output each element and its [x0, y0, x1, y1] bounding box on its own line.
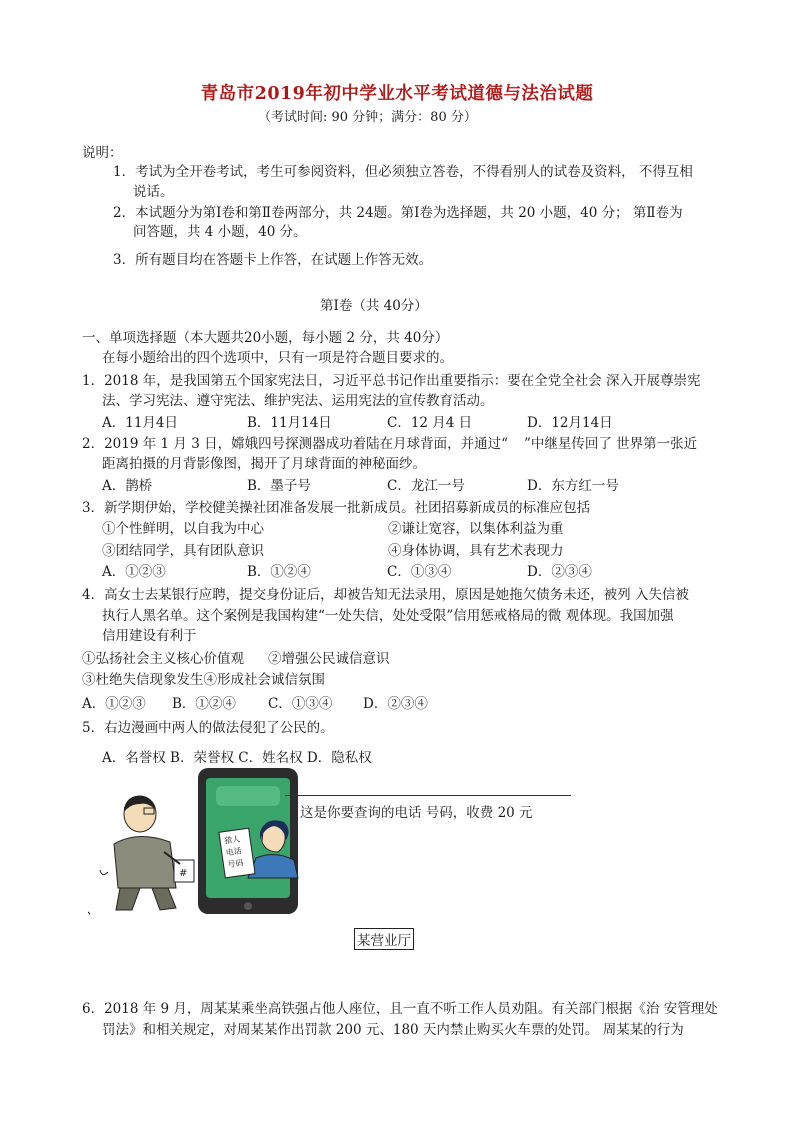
q3-option-b: B．①②④ [247, 564, 311, 580]
q4-option-a: A．①②③ [82, 696, 146, 712]
part-heading: 一、单项选择题（本大题共20小题，每小题 2 分，共 40分） [82, 330, 449, 346]
svg-text:#: # [179, 868, 188, 879]
section-title: 第Ⅰ卷（共 40分） [320, 298, 428, 314]
cartoon-illustration [88, 760, 350, 918]
q3-option-a: A．①②③ [102, 564, 166, 580]
q4-stem-line-3: 信用建设有利于 [102, 628, 197, 644]
q1-option-b: B．11月14日 [247, 415, 332, 431]
cartoon-place-label: 某营业厅 [354, 928, 414, 950]
q3-option-d: D．②③④ [527, 564, 592, 580]
q2-stem-line-2: 距离拍摄的月背影像图，揭开了月球背面的神秘面纱。 [102, 456, 426, 472]
q4-stem-line-2: 执行人黑名单。这个案例是我国构建“一处失信，处处受限”信用惩戒格局的微 观体现。我国加强 [102, 608, 674, 624]
q5-stem: 5．右边漫画中两人的做法侵犯了公民的。 [82, 720, 334, 736]
q3-statement-2: ②谦让宽容，以集体利益为重 [388, 521, 564, 537]
instruction-1-line-1: 1．考试为全开卷考试，考生可参阅资料，但必须独立答卷，不得看别人的试卷及资料， 不得互相 [113, 164, 693, 180]
instructions-heading: 说明： [82, 145, 123, 161]
q4-stem-line-1: 4．高女士去某银行应聘，提交身份证后，却被告知无法录用，原因是她拖欠债务未还，被列 入失信被 [82, 587, 689, 603]
cartoon-caption: 这是你要查询的电话 号码，收费 20 元 [300, 805, 533, 821]
q3-stem: 3．新学期伊始，学校健美操社团准备发展一批新成员。社团招募新成员的标准应包括 [82, 500, 591, 516]
q3-statement-4: ④身体协调，具有艺术表现力 [388, 543, 564, 559]
instruction-1-line-2: 说话。 [133, 184, 174, 200]
caption-underline [285, 795, 571, 796]
q4-statement-3-4: ③杜绝失信现象发生④形成社会诚信氛围 [82, 672, 325, 688]
q1-option-a: A．11月4日 [102, 415, 179, 431]
q4-option-d: D．②③④ [363, 696, 428, 712]
q2-stem-start: 2．2019 年 1 月 3 日，嫦娥四号探测器成功着陆在月球背面，并通过“ [82, 436, 508, 452]
q4-option-c: C．①③④ [268, 696, 333, 712]
q4-option-b: B．①②④ [172, 696, 236, 712]
q5-options: A．名誉权 B．荣誉权 C．姓名权 D．隐私权 [102, 750, 372, 766]
q6-stem-line-1: 6．2018 年 9 月，周某某乘坐高铁强占他人座位，且一直不听工作人员劝阻。有关部门根据《治 安管理处 [82, 1001, 718, 1017]
instruction-2-line-1: 2．本试题分为第Ⅰ卷和第Ⅱ卷两部分，共 24题。第Ⅰ卷为选择题，共 20 小题，40 分； 第Ⅱ卷为 [113, 205, 683, 221]
instruction-2-line-2: 问答题，共 4 小题，40 分。 [133, 224, 307, 240]
part-note: 在每小题给出的四个选项中，只有一项是符合题目要求的。 [102, 350, 453, 366]
svg-text:电话: 电话 [225, 846, 243, 858]
q6-stem-line-2: 罚法》和相关规定，对周某某作出罚款 200 元、180 天内禁止购买火车票的处罚。 周某某的行为 [102, 1022, 684, 1038]
instruction-3: 3．所有题目均在答题卡上作答，在试题上作答无效。 [113, 252, 433, 268]
q1-stem-line-1: 1．2018 年，是我国第五个国家宪法日，习近平总书记作出重要指示：要在全党全社会 深入开展尊崇宪 [82, 373, 701, 389]
q2-option-c: C．龙江一号 [387, 478, 465, 494]
svg-text:号码: 号码 [226, 858, 245, 870]
svg-text:猎人: 猎人 [223, 834, 241, 846]
q2-stem-line-1 [82, 432, 697, 452]
page-title: 青岛市2019年初中学业水平考试道德与法治试题 [200, 84, 594, 104]
q2-option-a: A．鹊桥 [102, 478, 153, 494]
q1-stem-line-2: 法、学习宪法、遵守宪法、维护宪法、运用宪法的宣传教育活动。 [102, 393, 494, 409]
q2-option-d: D．东方红一号 [527, 478, 619, 494]
q3-statement-3: ③团结同学，具有团队意识 [102, 543, 264, 559]
q2-stem-end: ”中继星传回了 世界第一张近 [523, 436, 698, 452]
q2-option-b: B．墨子号 [247, 478, 311, 494]
q3-statement-1: ①个性鲜明，以自我为中心 [102, 521, 264, 537]
q1-option-d: D．12月14日 [527, 415, 613, 431]
q4-statement-2: ②增强公民诚信意识 [268, 651, 390, 667]
exam-subtitle: （考试时间: 90 分钟；满分：80 分） [258, 110, 477, 125]
q4-statement-1: ①弘扬社会主义核心价值观 [82, 651, 244, 667]
q1-option-c: C．12 月4 日 [387, 415, 473, 431]
q3-option-c: C．①③④ [387, 564, 452, 580]
